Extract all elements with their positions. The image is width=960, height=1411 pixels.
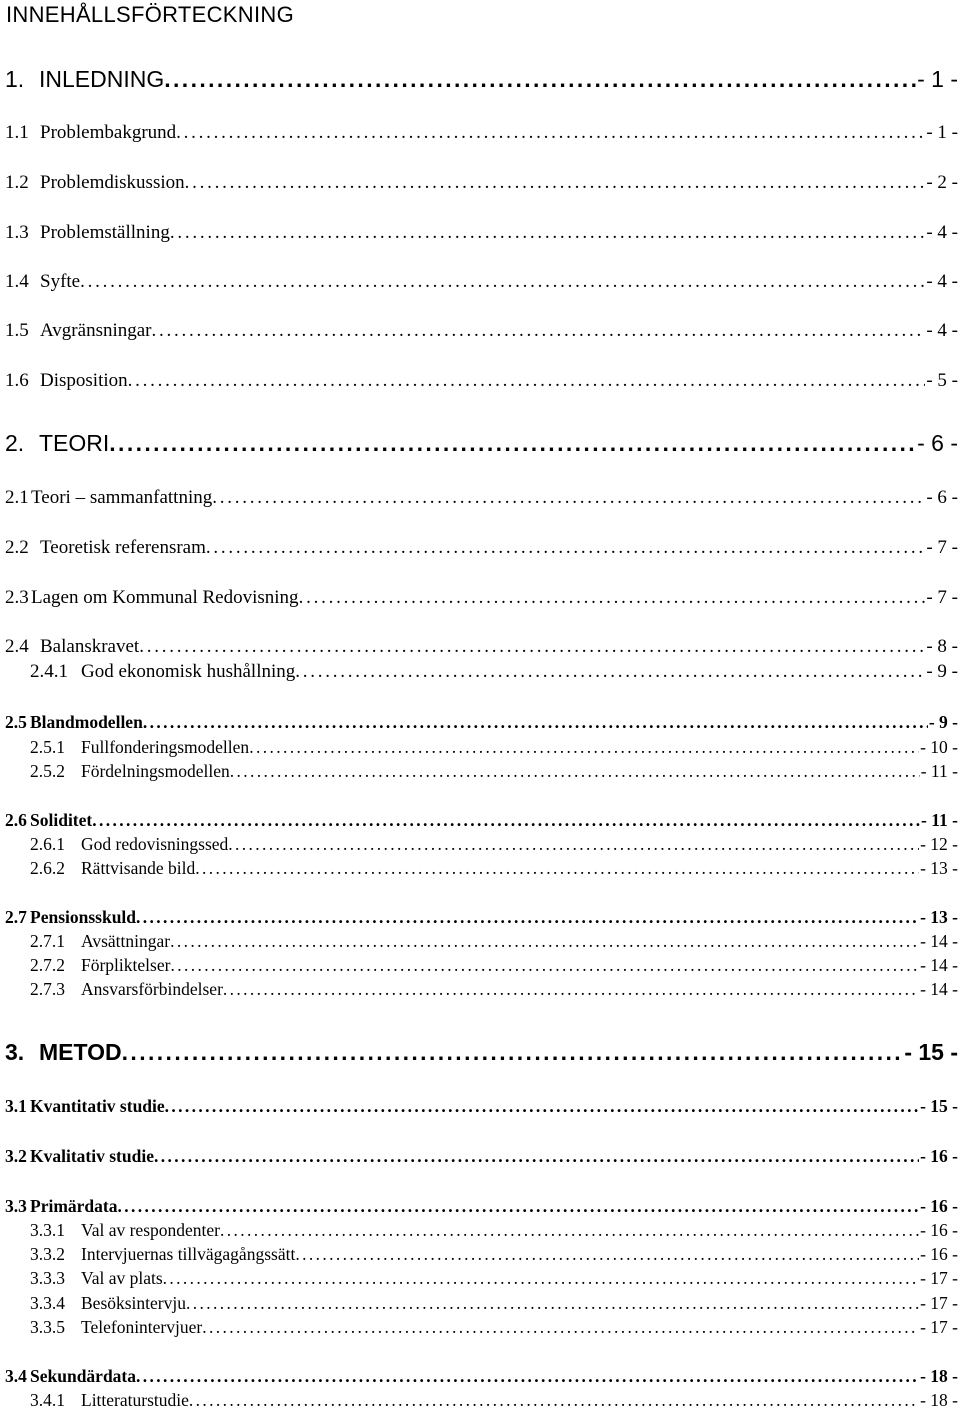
toc-entry-1-1[interactable]: [0, 122, 960, 144]
toc-entry-label: Pensionsskuld: [30, 907, 137, 927]
toc-entry-1-2[interactable]: [0, 172, 960, 194]
dot-leader: [163, 1268, 919, 1289]
dot-leader: [189, 1390, 919, 1411]
toc-entry-label: INLEDNING: [39, 66, 165, 92]
dot-leader: [143, 712, 928, 733]
toc-entry-label: Förpliktelser: [81, 955, 171, 975]
toc-entry-number: 1.6: [5, 370, 29, 391]
toc-entry-number: 3.3.2: [30, 1244, 65, 1264]
toc-entry-page: - 18 -: [920, 1366, 958, 1386]
toc-entry-2-1[interactable]: [0, 487, 960, 509]
dot-leader: [202, 1317, 919, 1338]
dot-leader: [80, 271, 925, 293]
toc-entry-page: - 6 -: [926, 487, 958, 508]
toc-entry-2-6-2[interactable]: [0, 858, 960, 879]
toc-entry-page: - 17 -: [920, 1268, 958, 1288]
dot-leader: [154, 1146, 919, 1167]
toc-entry-label: Ansvarsförbindelser: [81, 979, 223, 999]
dot-leader: [186, 1293, 919, 1314]
toc-entry-page: - 10 -: [920, 737, 958, 757]
toc-entry-page: - 12 -: [920, 834, 958, 854]
toc-entry-number: 3.4: [5, 1366, 27, 1386]
toc-entry-label: Avsättningar: [81, 931, 171, 951]
dot-leader: [117, 1196, 919, 1217]
toc-entry-number: 2.5.2: [30, 761, 65, 781]
toc-entry-page: - 16 -: [920, 1244, 958, 1264]
dot-leader: [212, 487, 925, 509]
toc-entry-page: - 14 -: [920, 955, 958, 975]
dot-leader: [164, 66, 916, 93]
toc-entry-page: - 13 -: [920, 907, 958, 927]
dot-leader: [128, 370, 926, 392]
toc-entry-page: - 14 -: [920, 979, 958, 999]
toc-entry-page: - 4 -: [926, 320, 958, 341]
toc-entry-label: Primärdata: [30, 1196, 118, 1216]
toc-entry-label: Syfte: [40, 271, 81, 292]
toc-entry-page: - 13 -: [920, 858, 958, 878]
toc-entry-label: Fördelningsmodellen: [81, 761, 230, 781]
toc-entry-label: Problemställning: [40, 222, 170, 243]
toc-entry-label: Problemdiskussion: [40, 172, 185, 193]
toc-entry-number: 2.7: [5, 907, 27, 927]
toc-entry-2-4[interactable]: [0, 636, 960, 658]
toc-entry-number: 2.2: [5, 537, 29, 558]
dot-leader: [228, 834, 919, 855]
dot-leader: [249, 737, 919, 758]
toc-entry-3-3-2[interactable]: [0, 1244, 960, 1265]
toc-entry-3-3-1[interactable]: [0, 1220, 960, 1241]
toc-entry-number: 3.3.4: [30, 1293, 65, 1313]
dot-leader: [122, 1039, 904, 1066]
toc-entry-3-4[interactable]: [0, 1366, 960, 1387]
toc-entry-page: - 18 -: [920, 1390, 958, 1410]
toc-entry-page: - 7 -: [926, 587, 958, 608]
toc-entry-page: - 4 -: [926, 222, 958, 243]
toc-entry-page: - 9 -: [926, 661, 958, 682]
toc-entry-label: Teoretisk referensram: [40, 537, 206, 558]
toc-entry-2-6[interactable]: [0, 810, 960, 831]
toc-entry-2-7-2[interactable]: [0, 955, 960, 976]
toc-entry-3-1[interactable]: [0, 1096, 960, 1117]
toc-entry-label: Telefonintervjuer: [81, 1317, 203, 1337]
dot-leader: [170, 222, 926, 244]
dot-leader: [206, 537, 925, 559]
toc-entry-label: God ekonomisk hushållning: [81, 661, 296, 682]
dot-leader: [299, 587, 926, 609]
toc-entry-page: - 15 -: [920, 1096, 958, 1116]
toc-entry-number: 2.3: [5, 587, 29, 608]
toc-entry-3-3-5[interactable]: [0, 1317, 960, 1338]
toc-entry-page: - 7 -: [926, 537, 958, 558]
toc-entry-label: Soliditet: [30, 810, 93, 830]
toc-entry-1-6[interactable]: [0, 370, 960, 392]
toc-entry-number: 2.5.1: [30, 737, 65, 757]
dot-leader: [176, 122, 925, 144]
toc-entry-page: - 14 -: [920, 931, 958, 951]
dot-leader: [170, 931, 919, 952]
toc-entry-page: - 15 -: [904, 1039, 958, 1065]
toc-entry-number: 1.3: [5, 222, 29, 243]
toc-entry-page: - 16 -: [920, 1146, 958, 1166]
toc-entry-page: - 2 -: [926, 172, 958, 193]
toc-entry-number: 1.1: [5, 122, 29, 143]
dot-leader: [295, 1244, 919, 1265]
toc-entry-label: God redovisningssed: [81, 834, 229, 854]
toc-entry-label: Kvalitativ studie: [30, 1146, 154, 1166]
dot-leader: [165, 1096, 919, 1117]
toc-entry-label: Problembakgrund: [40, 122, 177, 143]
toc-entry-2-3[interactable]: [0, 587, 960, 609]
toc-entry-page: - 4 -: [926, 271, 958, 292]
toc-entry-number: 3.1: [5, 1096, 27, 1116]
dot-leader: [92, 810, 920, 831]
toc-entry-label: Disposition: [40, 370, 128, 391]
toc-entry-1-4[interactable]: [0, 271, 960, 293]
toc-entry-number: 2.1: [5, 487, 29, 508]
toc-entry-number: 2.7.3: [30, 979, 65, 999]
toc-entry-number: 2.4.1: [30, 661, 68, 682]
toc-entry-label: TEORI: [39, 430, 110, 456]
toc-entry-label: Rättvisande bild: [81, 858, 196, 878]
toc-entry-chapter-1[interactable]: [0, 66, 960, 93]
toc-entry-2-4-1[interactable]: [0, 661, 960, 683]
toc-entry-page: - 17 -: [920, 1293, 958, 1313]
toc-entry-number: 1.2: [5, 172, 29, 193]
toc-entry-page: - 16 -: [920, 1196, 958, 1216]
toc-entry-number: 2.5: [5, 712, 27, 732]
toc-entry-label: Besöksintervju: [81, 1293, 186, 1313]
dot-leader: [195, 858, 919, 879]
toc-entry-number: 1.4: [5, 271, 29, 292]
toc-entry-2-2[interactable]: [0, 537, 960, 559]
toc-entry-3-3-3[interactable]: [0, 1268, 960, 1289]
dot-leader: [295, 661, 925, 683]
toc-entry-page: - 1 -: [926, 122, 958, 143]
toc-entry-number: 2.4: [5, 636, 29, 657]
toc-entry-label: Sekundärdata: [30, 1366, 137, 1386]
toc-entry-number: 2.: [5, 430, 25, 456]
toc-entry-number: 3.3: [5, 1196, 27, 1216]
toc-entry-number: 2.6.1: [30, 834, 65, 854]
toc-entry-3-4-1[interactable]: [0, 1390, 960, 1411]
toc-entry-2-6-1[interactable]: [0, 834, 960, 855]
toc-entry-number: 3.3.1: [30, 1220, 65, 1240]
toc-entry-2-7-1[interactable]: [0, 931, 960, 952]
toc-entry-number: 2.6.2: [30, 858, 65, 878]
toc-entry-2-5[interactable]: [0, 712, 960, 733]
toc-entry-3-2[interactable]: [0, 1146, 960, 1167]
toc-entry-2-7[interactable]: [0, 907, 960, 928]
toc-entry-label: Avgränsningar: [40, 320, 152, 341]
toc-entry-page: - 6 -: [917, 430, 958, 456]
toc-entry-page: - 1 -: [917, 66, 958, 92]
toc-entry-page: - 11 -: [920, 761, 958, 781]
toc-entry-3-3-4[interactable]: [0, 1293, 960, 1314]
toc-entry-number: 2.7.2: [30, 955, 65, 975]
toc-entry-label: Blandmodellen: [30, 712, 143, 732]
toc-entry-number: 3.4.1: [30, 1390, 65, 1410]
dot-leader: [185, 172, 926, 194]
toc-entry-number: 3.: [5, 1039, 25, 1065]
toc-entry-label: Val av respondenter: [81, 1220, 220, 1240]
toc-entry-label: METOD: [39, 1039, 122, 1065]
toc-entry-number: 3.3.3: [30, 1268, 65, 1288]
toc-entry-number: 3.3.5: [30, 1317, 65, 1337]
toc-entry-2-7-3[interactable]: [0, 979, 960, 1000]
dot-leader: [220, 1220, 919, 1241]
dot-leader: [139, 636, 925, 658]
toc-entry-number: 1.5: [5, 320, 29, 341]
toc-entry-3-3[interactable]: [0, 1196, 960, 1217]
toc-entry-2-5-1[interactable]: [0, 737, 960, 758]
toc-entry-number: 2.6: [5, 810, 27, 830]
dot-leader: [109, 430, 916, 457]
toc-entry-label: Val av plats: [81, 1268, 163, 1288]
toc-entry-label: Teori – sammanfattning: [31, 487, 213, 508]
toc-entry-number: 1.: [5, 66, 25, 92]
dot-leader: [223, 979, 919, 1000]
toc-entry-label: Litteraturstudie: [81, 1390, 189, 1410]
toc-entry-1-3[interactable]: [0, 222, 960, 244]
toc-entry-page: - 17 -: [920, 1317, 958, 1337]
toc-title: INNEHÅLLSFÖRTECKNING: [6, 2, 294, 27]
toc-entry-label: Balanskravet: [40, 636, 140, 657]
toc-entry-chapter-3[interactable]: [0, 1039, 960, 1066]
toc-entry-page: - 5 -: [926, 370, 958, 391]
toc-entry-2-5-2[interactable]: [0, 761, 960, 782]
toc-entry-chapter-2[interactable]: [0, 430, 960, 457]
toc-entry-page: - 16 -: [920, 1220, 958, 1240]
toc-entry-label: Intervjuernas tillvägagångssätt: [81, 1244, 296, 1264]
dot-leader: [136, 907, 919, 928]
toc-entry-page: - 11 -: [921, 810, 958, 830]
toc-entry-number: 2.7.1: [30, 931, 65, 951]
dot-leader: [152, 320, 926, 342]
toc-entry-label: Kvantitativ studie: [30, 1096, 165, 1116]
toc-entry-number: 3.2: [5, 1146, 27, 1166]
dot-leader: [136, 1366, 919, 1387]
toc-entry-label: Fullfonderingsmodellen: [81, 737, 250, 757]
toc-entry-1-5[interactable]: [0, 320, 960, 342]
dot-leader: [230, 761, 920, 782]
toc-entry-page: - 8 -: [926, 636, 958, 657]
dot-leader: [170, 955, 919, 976]
toc-entry-label: Lagen om Kommunal Redovisning: [31, 587, 299, 608]
toc-entry-page: - 9 -: [928, 712, 958, 732]
